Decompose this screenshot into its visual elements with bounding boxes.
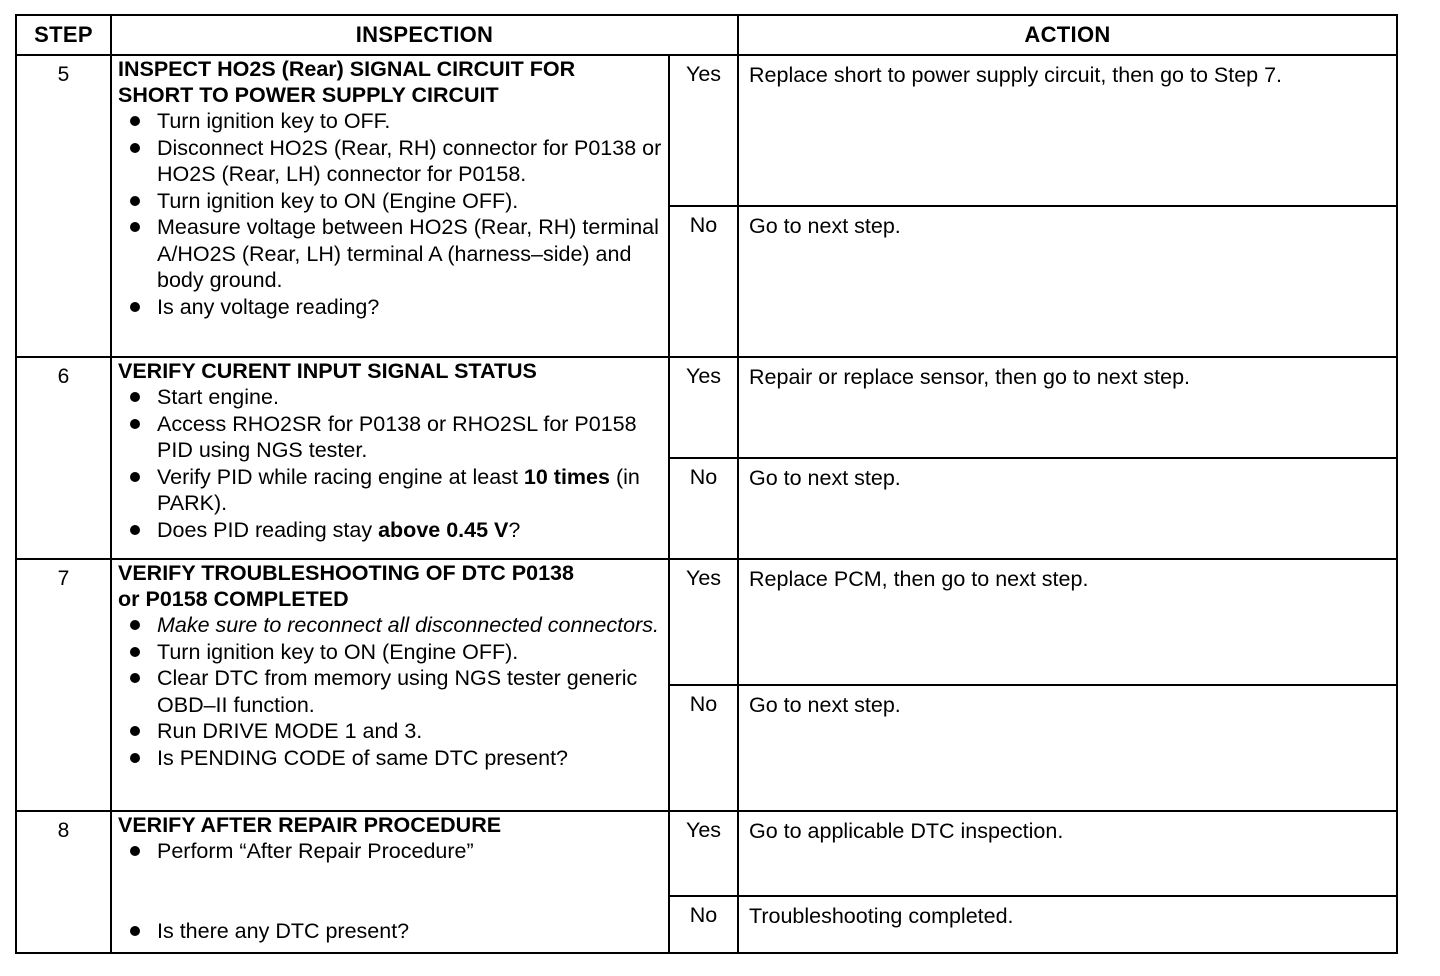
inspection-title <box>118 56 668 108</box>
header-inspection: INSPECTION <box>111 15 738 55</box>
bullet-item: Measure voltage between HO2S (Rear, RH) terminal A/HO2S (Rear, LH) terminal A (harness–side) and body ground. <box>118 214 668 294</box>
bullet-icon <box>130 726 140 736</box>
inspection-title-line: VERIFY AFTER REPAIR PROCEDURE <box>118 813 502 837</box>
bullet-icon <box>130 620 140 630</box>
yes-label: Yes <box>669 357 738 458</box>
table-header-row <box>16 15 1397 55</box>
bullet-icon <box>130 926 140 936</box>
bullet-item: Clear DTC from memory using NGS tester generic OBD–II function. <box>118 665 668 718</box>
yes-label: Yes <box>669 559 738 685</box>
header-step: STEP <box>16 15 111 55</box>
bullet-icon <box>130 143 140 153</box>
bullet-icon <box>130 222 140 232</box>
inspection-title-line: SHORT TO POWER SUPPLY CIRCUIT <box>118 83 499 107</box>
inspection-bullets <box>118 384 668 543</box>
step-number: 5 <box>16 55 111 357</box>
diagnostic-table-sheet <box>15 14 1396 955</box>
yes-label: Yes <box>669 55 738 206</box>
inspection-cell <box>111 559 669 811</box>
inspection-title-line: or P0158 COMPLETED <box>118 587 349 611</box>
bullet-item: Turn ignition key to OFF. <box>118 108 668 135</box>
no-label: No <box>669 206 738 357</box>
inspection-bullets <box>118 838 668 944</box>
bullet-icon <box>130 392 140 402</box>
bullet-item: Make sure to reconnect all disconnected connectors. <box>118 612 668 639</box>
table-row <box>16 559 1397 685</box>
no-label: No <box>669 458 738 559</box>
bullet-item: Is there any DTC present? <box>118 918 668 945</box>
bullet-item: Is PENDING CODE of same DTC present? <box>118 745 668 772</box>
bullet-item: Does PID reading stay above 0.45 V? <box>118 517 668 544</box>
header-action: ACTION <box>738 15 1397 55</box>
bullet-item: Start engine. <box>118 384 668 411</box>
table-row <box>16 811 1397 896</box>
yes-action: Repair or replace sensor, then go to next step. <box>738 357 1397 458</box>
bullet-icon <box>130 753 140 763</box>
no-action: Go to next step. <box>738 458 1397 559</box>
inspection-title <box>118 358 668 384</box>
no-action: Troubleshooting completed. <box>738 896 1397 953</box>
no-action: Go to next step. <box>738 206 1397 357</box>
inspection-title-line: VERIFY TROUBLESHOOTING OF DTC P0138 <box>118 561 574 585</box>
inspection-cell <box>111 357 669 559</box>
no-label: No <box>669 685 738 811</box>
inspection-bullets <box>118 612 668 771</box>
step-number: 8 <box>16 811 111 953</box>
bullet-item: Disconnect HO2S (Rear, RH) connector for P0138 or HO2S (Rear, LH) connector for P0158. <box>118 135 668 188</box>
step-number: 6 <box>16 357 111 559</box>
step-number: 7 <box>16 559 111 811</box>
inspection-title-line: INSPECT HO2S (Rear) SIGNAL CIRCUIT FOR <box>118 57 576 81</box>
inspection-title-line: VERIFY CURENT INPUT SIGNAL STATUS <box>118 359 537 383</box>
bullet-item: Run DRIVE MODE 1 and 3. <box>118 718 668 745</box>
inspection-bullets <box>118 108 668 320</box>
table-row <box>16 55 1397 206</box>
bullet-icon <box>130 673 140 683</box>
yes-action: Replace short to power supply circuit, then go to Step 7. <box>738 55 1397 206</box>
bullet-item: Turn ignition key to ON (Engine OFF). <box>118 639 668 666</box>
bullet-icon <box>130 525 140 535</box>
no-action: Go to next step. <box>738 685 1397 811</box>
inspection-title <box>118 560 668 612</box>
yes-action: Go to applicable DTC inspection. <box>738 811 1397 896</box>
no-label: No <box>669 896 738 953</box>
bullet-icon <box>130 302 140 312</box>
yes-label: Yes <box>669 811 738 896</box>
inspection-cell <box>111 55 669 357</box>
table-row <box>16 357 1397 458</box>
bullet-icon <box>130 116 140 126</box>
bullet-item: Perform “After Repair Procedure” <box>118 838 668 865</box>
bullet-icon <box>130 472 140 482</box>
bullet-item: Turn ignition key to ON (Engine OFF). <box>118 188 668 215</box>
bullet-icon <box>130 846 140 856</box>
bullet-icon <box>130 196 140 206</box>
inspection-cell <box>111 811 669 953</box>
diagnostic-table <box>15 14 1398 954</box>
bullet-icon <box>130 647 140 657</box>
bullet-item: Access RHO2SR for P0138 or RHO2SL for P0158 PID using NGS tester. <box>118 411 668 464</box>
bullet-icon <box>130 419 140 429</box>
bullet-item: Is any voltage reading? <box>118 294 668 321</box>
yes-action: Replace PCM, then go to next step. <box>738 559 1397 685</box>
inspection-title <box>118 812 668 838</box>
bullet-item: Verify PID while racing engine at least 10 times (in PARK). <box>118 464 668 517</box>
